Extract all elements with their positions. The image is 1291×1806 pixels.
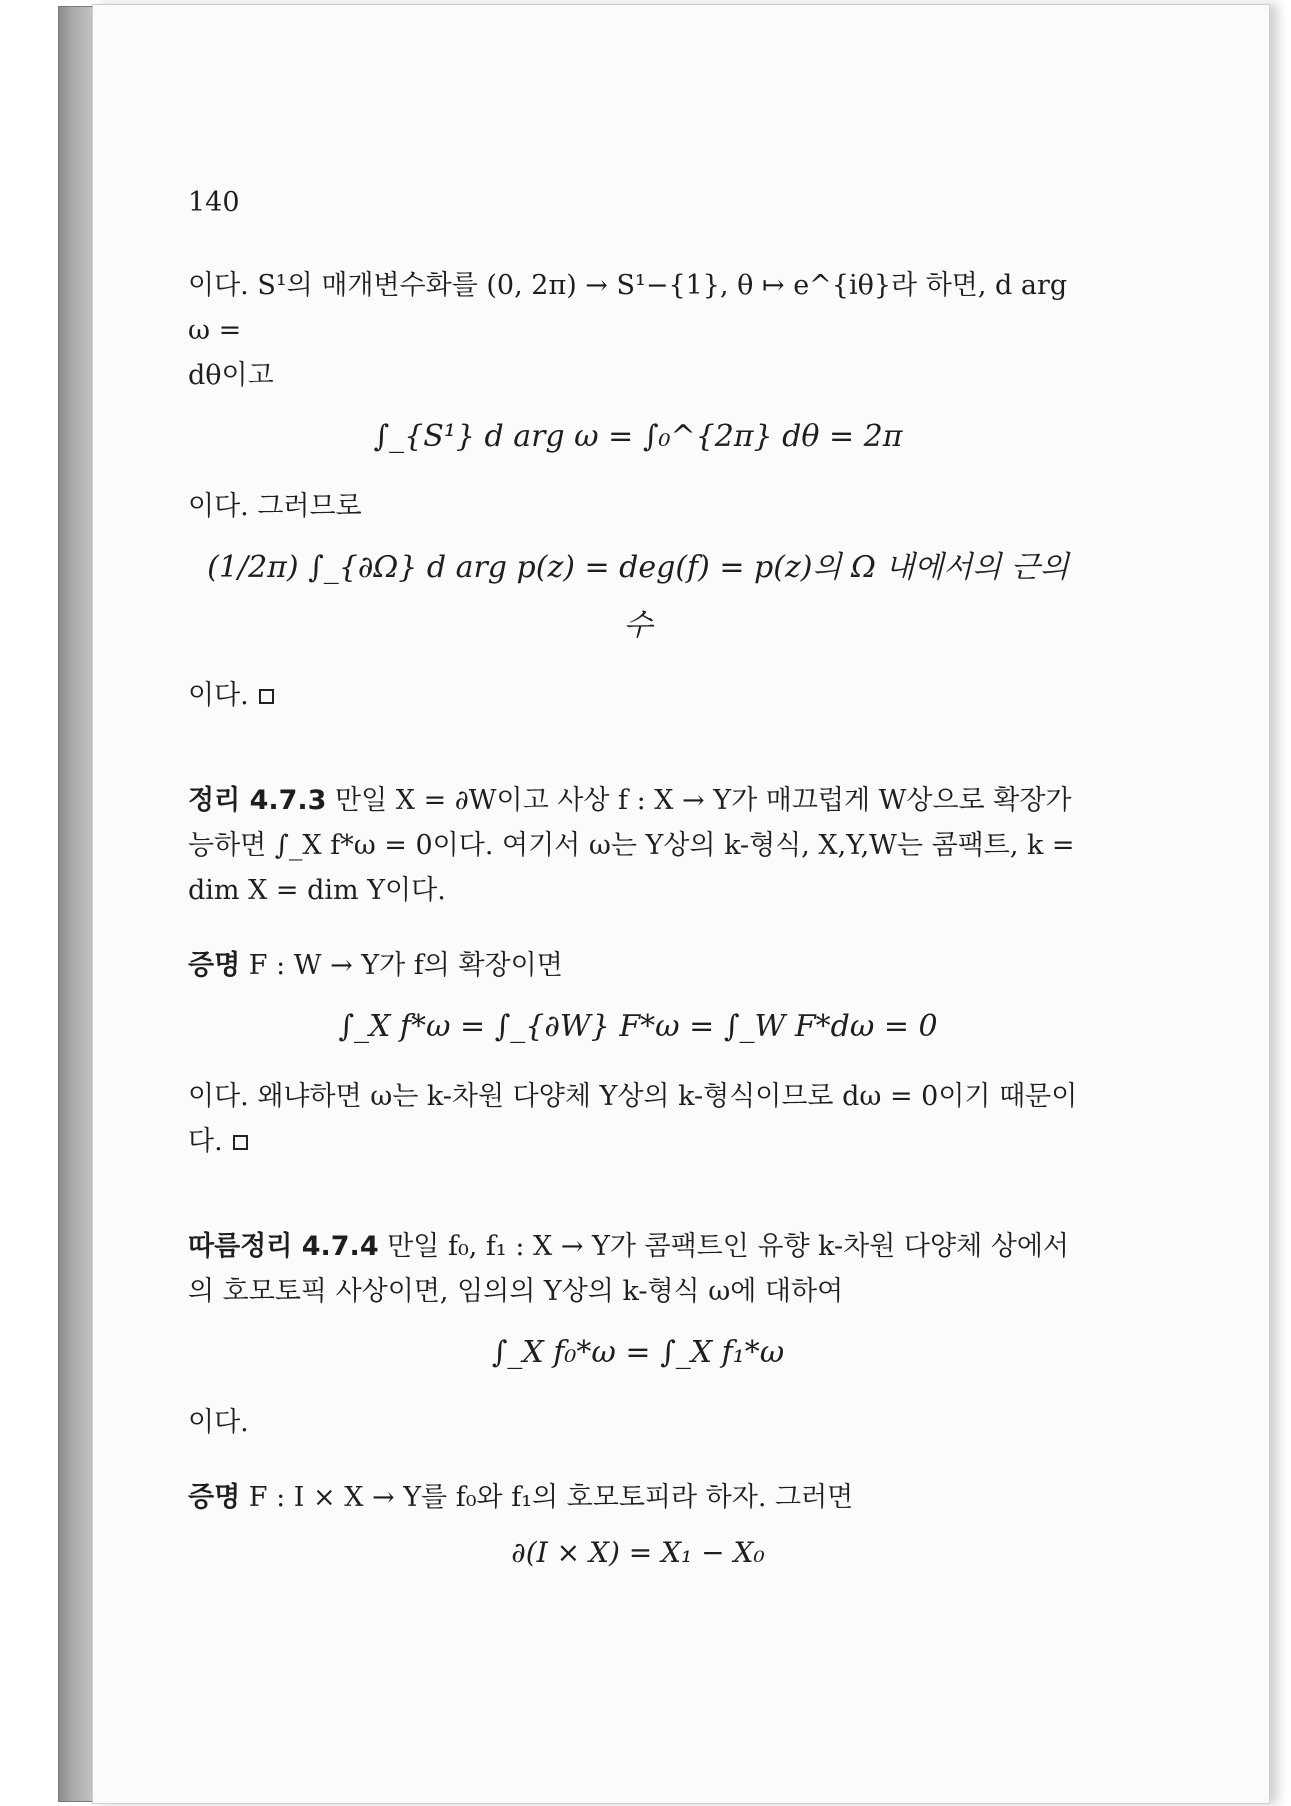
paragraph-1-line-2: dθ이고 (188, 360, 274, 391)
proof-2-text: F : I × X → Y를 f₀와 f₁의 호모토피라 하자. 그러면 (248, 1482, 854, 1513)
paragraph-2: 이다. 그러므로 (188, 491, 362, 522)
paragraph-1-line-1: 이다. S¹의 매개변수화를 (0, 2π) → S¹−{1}, θ ↦ e^{iθ}라 하면, d arg ω = (188, 270, 1068, 346)
proof-1-text: F : W → Y가 f의 확장이면 (248, 950, 563, 981)
page-number: 140 (188, 187, 240, 218)
proof-1-label: 증명 (188, 950, 241, 981)
corollary-4-7-4 (188, 1224, 1088, 1314)
theorem-4-7-3 (188, 778, 1088, 913)
equation-integral-circle: ∫_{S¹} d arg ω = ∫₀^{2π} dθ = 2π (373, 419, 903, 454)
equation-homotopy-invariance: ∫_X f₀*ω = ∫_X f₁*ω (491, 1335, 785, 1370)
paragraph-3-text: 이다. (188, 680, 249, 711)
theorem-text: 만일 X = ∂W이고 사상 f : X → Y가 매끄럽게 W상으로 확장가능하면 ∫_X f*ω = 0이다. 여기서 ω는 Y상의 k-형식, X,Y,W는 콤팩트, k = dim X = dim Y이다. (188, 785, 1075, 906)
equation-argument-principle: (1/2π) ∫_{∂Ω} d arg p(z) = deg(f) = p(z)의 Ω 내에서의 근의 수 (207, 550, 1069, 643)
paragraph-5: 이다. (188, 1407, 249, 1438)
paragraph-4 (188, 1074, 1088, 1164)
qed-square-icon (233, 1135, 248, 1150)
theorem-label: 정리 4.7.3 (188, 785, 327, 816)
qed-square-icon (259, 689, 274, 704)
corollary-label: 따름정리 4.7.4 (188, 1231, 379, 1262)
proof-2-label: 증명 (188, 1482, 241, 1513)
paragraph-4-text: 이다. 왜냐하면 ω는 k-차원 다양체 Y상의 k-형식이므로 dω = 0이기 때문이다. (188, 1081, 1078, 1157)
page-content (188, 180, 1088, 1593)
proof-2 (188, 1475, 1088, 1520)
book-spine (58, 6, 94, 1802)
equation-pullback-zero: ∫_X f*ω = ∫_{∂W} F*ω = ∫_W F*dω = 0 (338, 1009, 938, 1044)
equation-boundary-product: ∂(I × X) = X₁ − X₀ (511, 1536, 765, 1569)
paragraph-3 (188, 673, 1088, 718)
proof-1 (188, 943, 1088, 988)
corollary-text: 만일 f₀, f₁ : X → Y가 콤팩트인 유향 k-차원 다양체 상에서의 호모토픽 사상이면, 임의의 Y상의 k-형식 ω에 대하여 (188, 1231, 1069, 1307)
